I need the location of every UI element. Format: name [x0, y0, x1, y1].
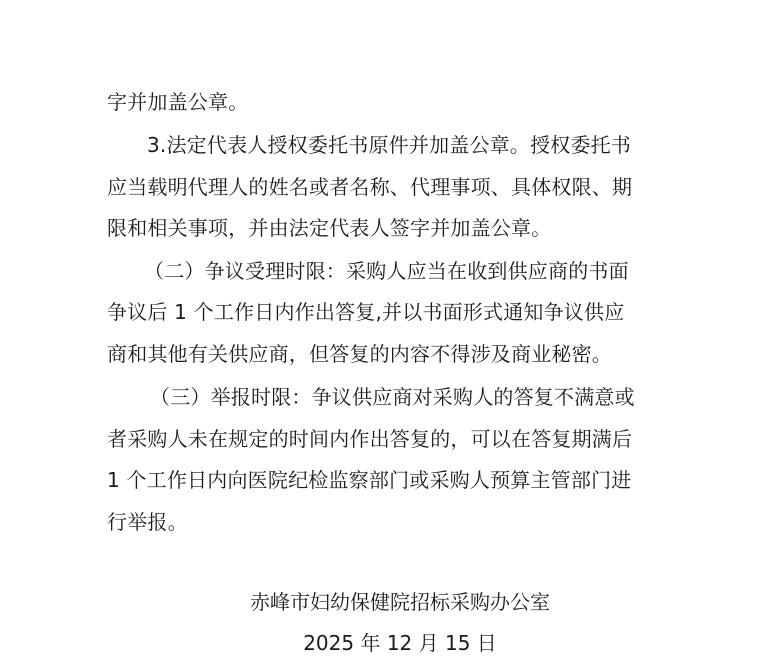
- paragraph-2-line-1: 3.法定代表人授权委托书原件并加盖公章。授权委托书: [147, 133, 632, 157]
- paragraph-3-line-2: 争议后 1 个工作日内作出答复,并以书面形式通知争议供应: [107, 300, 625, 324]
- signature-organization: 赤峰市妇幼保健院招标采购办公室: [250, 590, 550, 614]
- paragraph-4-line-4: 行举报。: [107, 510, 188, 534]
- paragraph-2-line-2: 应当载明代理人的姓名或者名称、代理事项、具体权限、期: [107, 175, 633, 199]
- paragraph-2-line-3: 限和相关事项，并由法定代表人签字并加盖公章。: [107, 216, 552, 240]
- paragraph-3-line-1: （二）争议受理时限：采购人应当在收到供应商的书面: [144, 259, 629, 283]
- paragraph-4-line-1: （三）举报时限：争议供应商对采购人的答复不满意或: [150, 385, 635, 409]
- signature-date: 2025 年 12 月 15 日: [303, 631, 497, 655]
- paragraph-4-line-3: 1 个工作日内向医院纪检监察部门或采购人预算主管部门进: [107, 468, 632, 492]
- paragraph-4-line-2: 者采购人未在规定的时间内作出答复的，可以在答复期满后: [107, 427, 633, 451]
- paragraph-3-line-3: 商和其他有关供应商，但答复的内容不得涉及商业秘密。: [107, 342, 612, 366]
- paragraph-1-line-1: 字并加盖公章。: [107, 90, 249, 114]
